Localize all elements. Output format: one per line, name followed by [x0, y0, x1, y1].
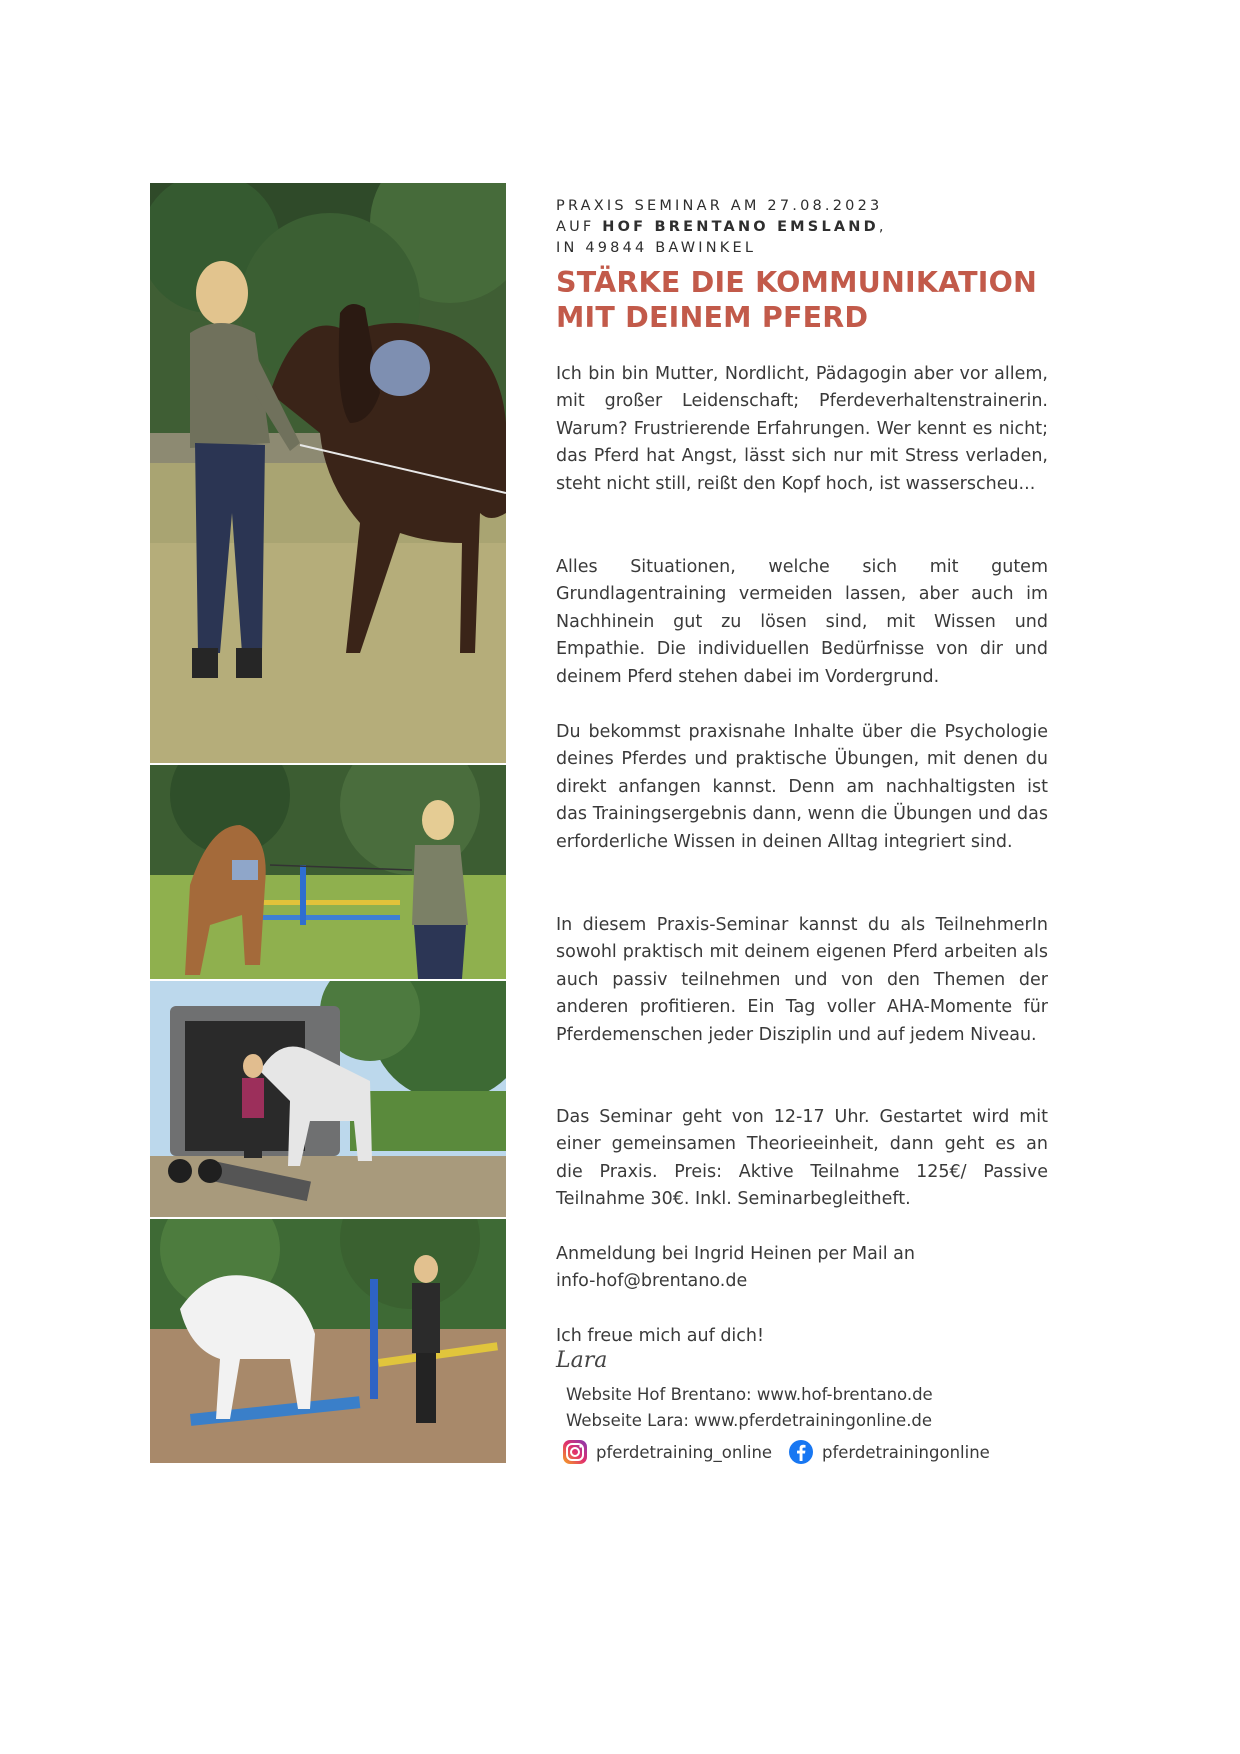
instagram-handle: pferdetraining_online [596, 1442, 773, 1462]
seminar-location-line: IN 49844 BAWINKEL [556, 240, 757, 256]
paragraph-content: Du bekommst praxisnahe Inhalte über die Psychologie deines Pferdes und praktische Übungen, mit denen du direkt anfangen kannst. Denn am nachhaltigsten ist das Trainingsergebnis dann, wenn die Übungen und das erforderliche Wissen in deinen Alltag integriert sind. [556, 722, 1048, 852]
venue-prefix: AUF [556, 219, 603, 235]
photo-grey-horse-loading-trailer [150, 981, 506, 1217]
instagram-link[interactable] [562, 1439, 772, 1465]
headline-line-2: MIT DEINEM PFERD [556, 301, 869, 334]
paragraph-participation: In diesem Praxis-Seminar kannst du als TeilnehmerIn sowohl praktisch mit deinem eigenen Pferd arbeiten als auch passiv teilnehmen und von den Themen der anderen profitieren. Ein Tag voller AHA-Momente für Pferdemenschen jeder Disziplin und auf jedem Niveau. [556, 915, 1048, 1045]
paragraph-intro: Ich bin bin Mutter, Nordlicht, Pädagogin aber vor allem, mit großer Leidenschaft; Pferdeverhaltenstrainerin. Warum? Frustrierende Erfahrungen. Wer kennt es nicht; das Pferd hat Angst, lässt sich nur mit Stress verladen, steht nicht still, reißt den Kopf hoch, ist wasserscheu... [556, 364, 1048, 494]
headline-line-1: STÄRKE DIE KOMMUNIKATION [556, 266, 1038, 299]
registration-email[interactable]: info-hof@brentano.de [556, 1271, 748, 1291]
facebook-icon [788, 1439, 814, 1465]
facebook-handle: pferdetrainingonline [822, 1442, 990, 1462]
paragraph-situations: Alles Situationen, welche sich mit gutem Grundlagentraining vermeiden lassen, aber auch im Nachhinein gut zu lösen sind, mit Wissen und Empathie. Die individuellen Bedürfnisse von dir und deinem Pferd stehen dabei im Vordergrund. [556, 557, 1048, 687]
instagram-icon [562, 1439, 588, 1465]
seminar-content [556, 196, 1048, 335]
website-hof-link[interactable]: Website Hof Brentano: www.hof-brentano.de [566, 1385, 933, 1404]
seminar-venue-line [556, 217, 1048, 238]
website-lara-link[interactable]: Webseite Lara: www.pferdetrainingonline.de [566, 1411, 933, 1430]
signature: Lara [556, 1348, 608, 1373]
photo-woman-with-bay-horse [150, 183, 506, 763]
closing-line: Ich freue mich auf dich! [556, 1326, 765, 1346]
facebook-link[interactable] [788, 1439, 990, 1465]
photo-white-horse-groundwork [150, 1219, 506, 1463]
photo-column [150, 183, 506, 1463]
venue-suffix: , [878, 219, 887, 235]
registration-line-1: Anmeldung bei Ingrid Heinen per Mail an [556, 1244, 915, 1264]
venue-name: HOF BRENTANO EMSLAND [602, 219, 879, 235]
photo-woman-with-chestnut-pony [150, 765, 506, 979]
seminar-date-line: PRAXIS SEMINAR AM 27.08.2023 [556, 198, 883, 214]
paragraph-schedule-price: Das Seminar geht von 12-17 Uhr. Gestartet wird mit einer gemeinsamen Theorieeinheit, dann geht es an die Praxis. Preis: Aktive Teilnahme 125€/ Passive Teilnahme 30€. Inkl. Seminarbegleitheft. [556, 1107, 1048, 1210]
